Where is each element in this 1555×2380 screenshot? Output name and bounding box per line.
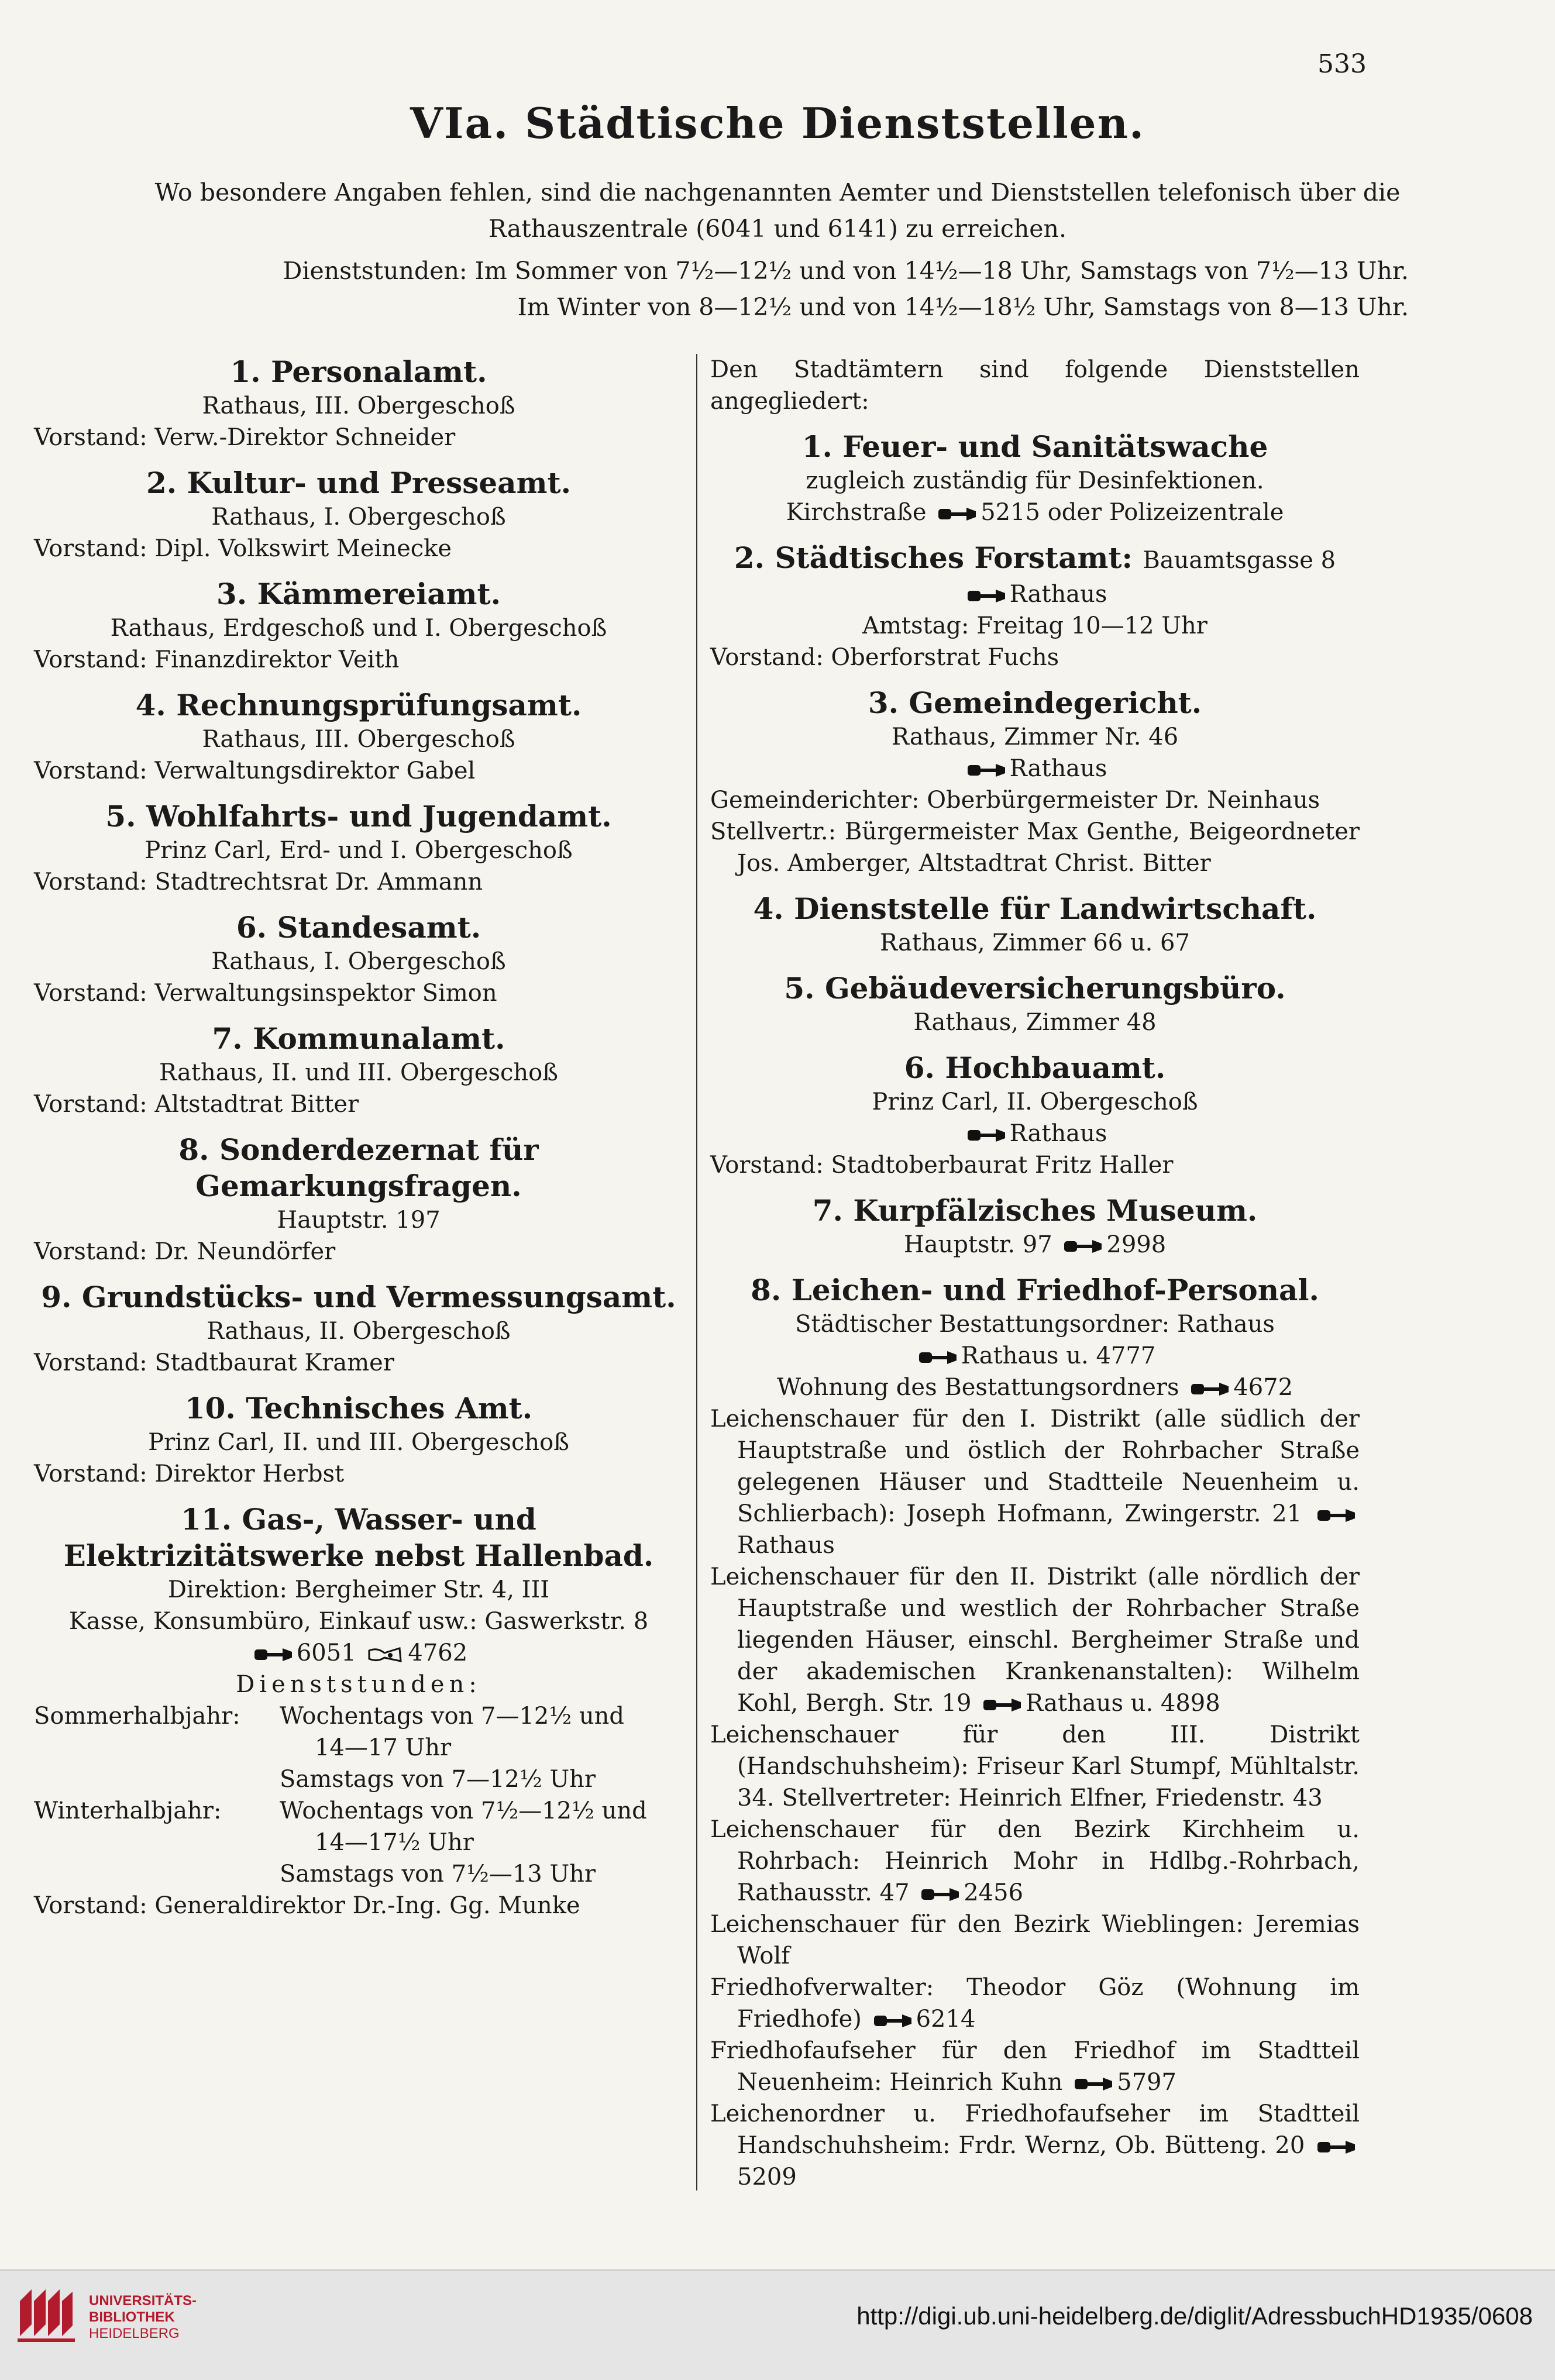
- telephone-icon: [966, 1127, 1006, 1144]
- section-heading: 7. Kommunalamt.: [212, 1021, 505, 1056]
- phone-number: Rathaus u. 4898: [1026, 1690, 1220, 1717]
- section-head-person: Gemeinderichter: Oberbürgermeister Dr. Neinhaus: [710, 787, 1320, 814]
- section-head-person: Vorstand: Dr. Neundörfer: [34, 1238, 336, 1265]
- entry-text: Friedhofverwalter: Theodor Göz (Wohnung im Friedhofe): [710, 1974, 1360, 2033]
- university-library-logo-icon: [14, 2283, 78, 2348]
- section-head-person: Vorstand: Finanzdirektor Veith: [34, 646, 400, 673]
- phone-number: Rathaus u. 4777: [961, 1342, 1156, 1369]
- entry-text: Leichenschauer für den Bezirk Kirchheim u. Rohrbach: Heinrich Mohr in Hdlbg.-Rohrbach, Rathausstr. 47: [710, 1816, 1360, 1906]
- section-heading: 8. Sonderdezernat für Gemarkungsfragen.: [178, 1132, 539, 1203]
- section-location: Direktion: Bergheimer Str. 4, III: [167, 1576, 550, 1603]
- section-location: Rathaus, III. Obergeschoß: [202, 392, 515, 419]
- section-head-person: Vorstand: Generaldirektor Dr.-Ing. Gg. Munke: [34, 1892, 580, 1919]
- section-location: Rathaus, II. Obergeschoß: [207, 1318, 511, 1345]
- section-head-person: Vorstand: Dipl. Volkswirt Meinecke: [34, 535, 452, 562]
- intro-text: Wo besondere Angaben fehlen, sind die nachgenannten Aemter und Dienststellen telefonisch über die Rathauszentrale (6041 und 6141) zu erreichen.: [154, 178, 1401, 243]
- right-column: [710, 354, 1360, 2193]
- telephone-icon: [1074, 2075, 1113, 2093]
- section-location: Rathaus, Zimmer Nr. 46: [891, 724, 1179, 750]
- hours-label: Winterhalbjahr:: [34, 1797, 222, 1824]
- section-head-person: Vorstand: Verwaltungsinspektor Simon: [34, 980, 497, 1007]
- personnel-entry: Leichenschauer für den Bezirk Wieblingen: Jeremias Wolf: [710, 1911, 1360, 1969]
- phone-number: 5209: [737, 2164, 797, 2190]
- hours-table: [34, 1700, 683, 1890]
- entry-text: Friedhofaufseher für den Friedhof im Stadtteil Neuenheim: Heinrich Kuhn: [710, 2037, 1360, 2096]
- section-heading: 8. Leichen- und Friedhof-Personal.: [751, 1273, 1319, 1307]
- phone-number: 5797: [1117, 2069, 1176, 2096]
- entry-text: Leichenordner u. Friedhofaufseher im Stadtteil Handschuhsheim: Frdr. Wernz, Ob. Bütteng. 20: [710, 2100, 1360, 2159]
- phone-number: 2998: [1106, 1231, 1167, 1258]
- section-heading: [710, 540, 1360, 578]
- section-heading: 7. Kurpfälzisches Museum.: [812, 1193, 1258, 1228]
- hours-value: Wochentags von 7—12½ und: [280, 1703, 624, 1730]
- section-heading: 4. Rechnungsprüfungsamt.: [135, 688, 582, 722]
- address: Kirchstraße: [786, 499, 927, 526]
- office-hours-line-2: Im Winter von 8—12½ und von 14½—18½ Uhr, Samstags von 8—13 Uhr.: [517, 293, 1409, 321]
- section-heading: 1. Personalamt.: [230, 354, 487, 389]
- phone-line: [710, 1372, 1360, 1403]
- section-location: Hauptstr. 197: [277, 1207, 441, 1234]
- phone-number: 2456: [964, 1879, 1024, 1906]
- phone-line: [710, 1340, 1360, 1372]
- phone-line: [710, 578, 1360, 610]
- hours-label: Sommerhalbjahr:: [34, 1703, 240, 1730]
- section-heading: 11. Gas-, Wasser- und Elektrizitätswerke nebst Hallenbad.: [63, 1502, 654, 1573]
- phone-number: Rathaus: [737, 1532, 835, 1559]
- hours-value: Samstags von 7—12½ Uhr: [280, 1766, 596, 1793]
- right-intro: Den Stadtämtern sind folgende Dienststellen angegliedert:: [710, 356, 1360, 415]
- entry-text: Wohnung des Bestattungsordners: [776, 1374, 1179, 1401]
- telephone-icon: [1063, 1238, 1103, 1255]
- entry-text: Leichenschauer für den II. Distrikt (alle nördlich der Hauptstraße und westlich der Rohrbacher Straße liegenden Häuser, einschl. Bergheimer Straße und der akademischen Krankenanstalten): Wilhelm Kohl, Bergh. Str. 19: [710, 1563, 1360, 1717]
- section-location: Prinz Carl, II. Obergeschoß: [872, 1089, 1198, 1115]
- telephone-icon: [873, 2012, 913, 2030]
- phone-number: 6051: [296, 1640, 356, 1666]
- personnel-entry: [710, 2035, 1360, 2098]
- section-head-person: Vorstand: Oberforstrat Fuchs: [710, 644, 1059, 671]
- section-heading: 2. Kultur- und Presseamt.: [146, 466, 571, 500]
- section-head-person: Vorstand: Stadtrechtsrat Dr. Ammann: [34, 869, 483, 895]
- library-name-line: UNIVERSITÄTS-: [89, 2293, 197, 2309]
- library-name-line: BIBLIOTHEK: [89, 2309, 175, 2325]
- section-heading: 1. Feuer- und Sanitätswache: [801, 429, 1268, 464]
- section-heading: 3. Gemeindegericht.: [868, 686, 1202, 720]
- hours-value: Samstags von 7½—13 Uhr: [280, 1861, 596, 1888]
- office-hours: [146, 253, 1409, 325]
- section-head-person: Vorstand: Verw.-Direktor Schneider: [34, 424, 456, 451]
- page-number: 533: [1317, 49, 1367, 79]
- section-location: [710, 1229, 1360, 1260]
- section-heading-title: 2. Städtisches Forstamt:: [734, 540, 1133, 575]
- hours-value: Wochentags von 7½—12½ und: [280, 1797, 647, 1824]
- section-heading: 5. Wohlfahrts- und Jugendamt.: [105, 799, 612, 833]
- entry-text: Leichenschauer für den I. Distrikt (alle südlich der Hauptstraße und östlich der Rohrbacher Straße gelegenen Häuser und Stadtteile Neuenheim u. Schlierbach): Joseph Hofmann, Zwingerstr. 21: [710, 1406, 1360, 1527]
- telephone-icon: [966, 587, 1006, 605]
- hours-value: 14—17 Uhr: [315, 1734, 452, 1761]
- office-day: Amtstag: Freitag 10—12 Uhr: [862, 612, 1207, 639]
- phone-line: [710, 753, 1360, 784]
- telephone-icon: [920, 1886, 960, 1903]
- hours-value: 14—17½ Uhr: [315, 1829, 474, 1856]
- section-location: Prinz Carl, II. und III. Obergeschoß: [148, 1429, 569, 1456]
- section-note: Städtischer Bestattungsordner: Rathaus: [795, 1311, 1275, 1338]
- section-location: Rathaus, I. Obergeschoß: [211, 948, 506, 975]
- telephone-icon: [966, 762, 1006, 779]
- phone-number: Rathaus: [1009, 581, 1107, 608]
- phone-number: 4672: [1233, 1374, 1293, 1401]
- section-heading: 10. Technisches Amt.: [184, 1391, 533, 1425]
- section-location: Rathaus, I. Obergeschoß: [211, 504, 506, 531]
- library-name: [89, 2293, 197, 2342]
- telephone-icon: [1316, 2138, 1356, 2156]
- phone-number: 6214: [916, 2006, 976, 2033]
- section-deputies: Stellvertr.: Bürgermeister Max Genthe, Beigeordneter Jos. Amberger, Altstadtrat Christ. Bitter: [710, 818, 1360, 877]
- section-head-person: Vorstand: Stadtoberbaurat Fritz Haller: [710, 1152, 1174, 1179]
- section-head-person: Vorstand: Direktor Herbst: [34, 1461, 345, 1487]
- left-column: [34, 354, 683, 1921]
- section-heading: 4. Dienststelle für Landwirtschaft.: [753, 891, 1317, 926]
- section-heading: 6. Standesamt.: [236, 910, 481, 945]
- personnel-entry: [710, 1561, 1360, 1719]
- personnel-entry: [710, 1403, 1360, 1561]
- section-note: zugleich zuständig für Desinfektionen.: [806, 467, 1264, 494]
- section-location: Rathaus, II. und III. Obergeschoß: [159, 1059, 558, 1086]
- section-head-person: Vorstand: Altstadtrat Bitter: [34, 1091, 359, 1118]
- section-location: Rathaus, Zimmer 48: [913, 1009, 1157, 1036]
- telephone-icon: [937, 505, 977, 523]
- section-heading: 6. Hochbauamt.: [904, 1050, 1166, 1085]
- telephone-icon: [982, 1696, 1022, 1714]
- phone-number: 4762: [408, 1640, 468, 1666]
- phone-line: [710, 1118, 1360, 1149]
- phone-number: Rathaus: [1009, 1120, 1107, 1147]
- section-location: Prinz Carl, Erd- und I. Obergeschoß: [145, 837, 573, 864]
- telephone-icon: [1190, 1380, 1230, 1398]
- personnel-entry: [710, 1972, 1360, 2035]
- personnel-entry: [710, 2098, 1360, 2193]
- section-heading: 5. Gebäudeversicherungsbüro.: [784, 971, 1286, 1005]
- phone-number: 5215 oder Polizeizentrale: [981, 499, 1284, 526]
- hours-heading: Dienststunden:: [236, 1671, 481, 1698]
- section-location: Kasse, Konsumbüro, Einkauf usw.: Gaswerkstr. 8: [68, 1608, 649, 1635]
- phone-number: Rathaus: [1009, 755, 1107, 782]
- personnel-entry: [710, 1814, 1360, 1909]
- section-head-person: Vorstand: Stadtbaurat Kramer: [34, 1349, 394, 1376]
- office-hours-line-1: Dienststunden: Im Sommer von 7½—12½ und von 14½—18 Uhr, Samstags von 7½—13 Uhr.: [283, 257, 1409, 285]
- permalink-url[interactable]: http://digi.ub.uni-heidelberg.de/diglit/AdressbuchHD1935/0608: [856, 2302, 1533, 2330]
- address: Hauptstr. 97: [903, 1231, 1052, 1258]
- column-divider: [696, 354, 697, 2190]
- telephone-icon: [1316, 1507, 1356, 1524]
- page-title: VIa. Städtische Dienststellen.: [410, 98, 1145, 148]
- library-name-line: HEIDELBERG: [89, 2326, 180, 2341]
- section-location: Rathaus, Erdgeschoß und I. Obergeschoß: [110, 615, 607, 642]
- telephone-icon: [253, 1646, 293, 1663]
- footer-bar: [0, 2269, 1555, 2380]
- personnel-entry: Leichenschauer für den III. Distrikt (Handschuhsheim): Friseur Karl Stumpf, Mühltalstr. 34. Stellvertreter: Heinrich Elfner, Friedenstr. 43: [710, 1721, 1360, 1811]
- section-location: Rathaus, III. Obergeschoß: [202, 726, 515, 753]
- section-heading: 9. Grundstücks- und Vermessungsamt.: [41, 1280, 676, 1314]
- section-location: Rathaus, Zimmer 66 u. 67: [880, 929, 1190, 956]
- section-heading-address: Bauamtsgasse 8: [1143, 547, 1336, 574]
- telephone-icon: [918, 1349, 958, 1366]
- section-heading: 3. Kämmereiamt.: [216, 577, 501, 611]
- phone-line: [34, 1637, 683, 1669]
- section-head-person: Vorstand: Verwaltungsdirektor Gabel: [34, 757, 476, 784]
- post-horn-icon: [367, 1645, 404, 1665]
- section-location: [710, 497, 1360, 528]
